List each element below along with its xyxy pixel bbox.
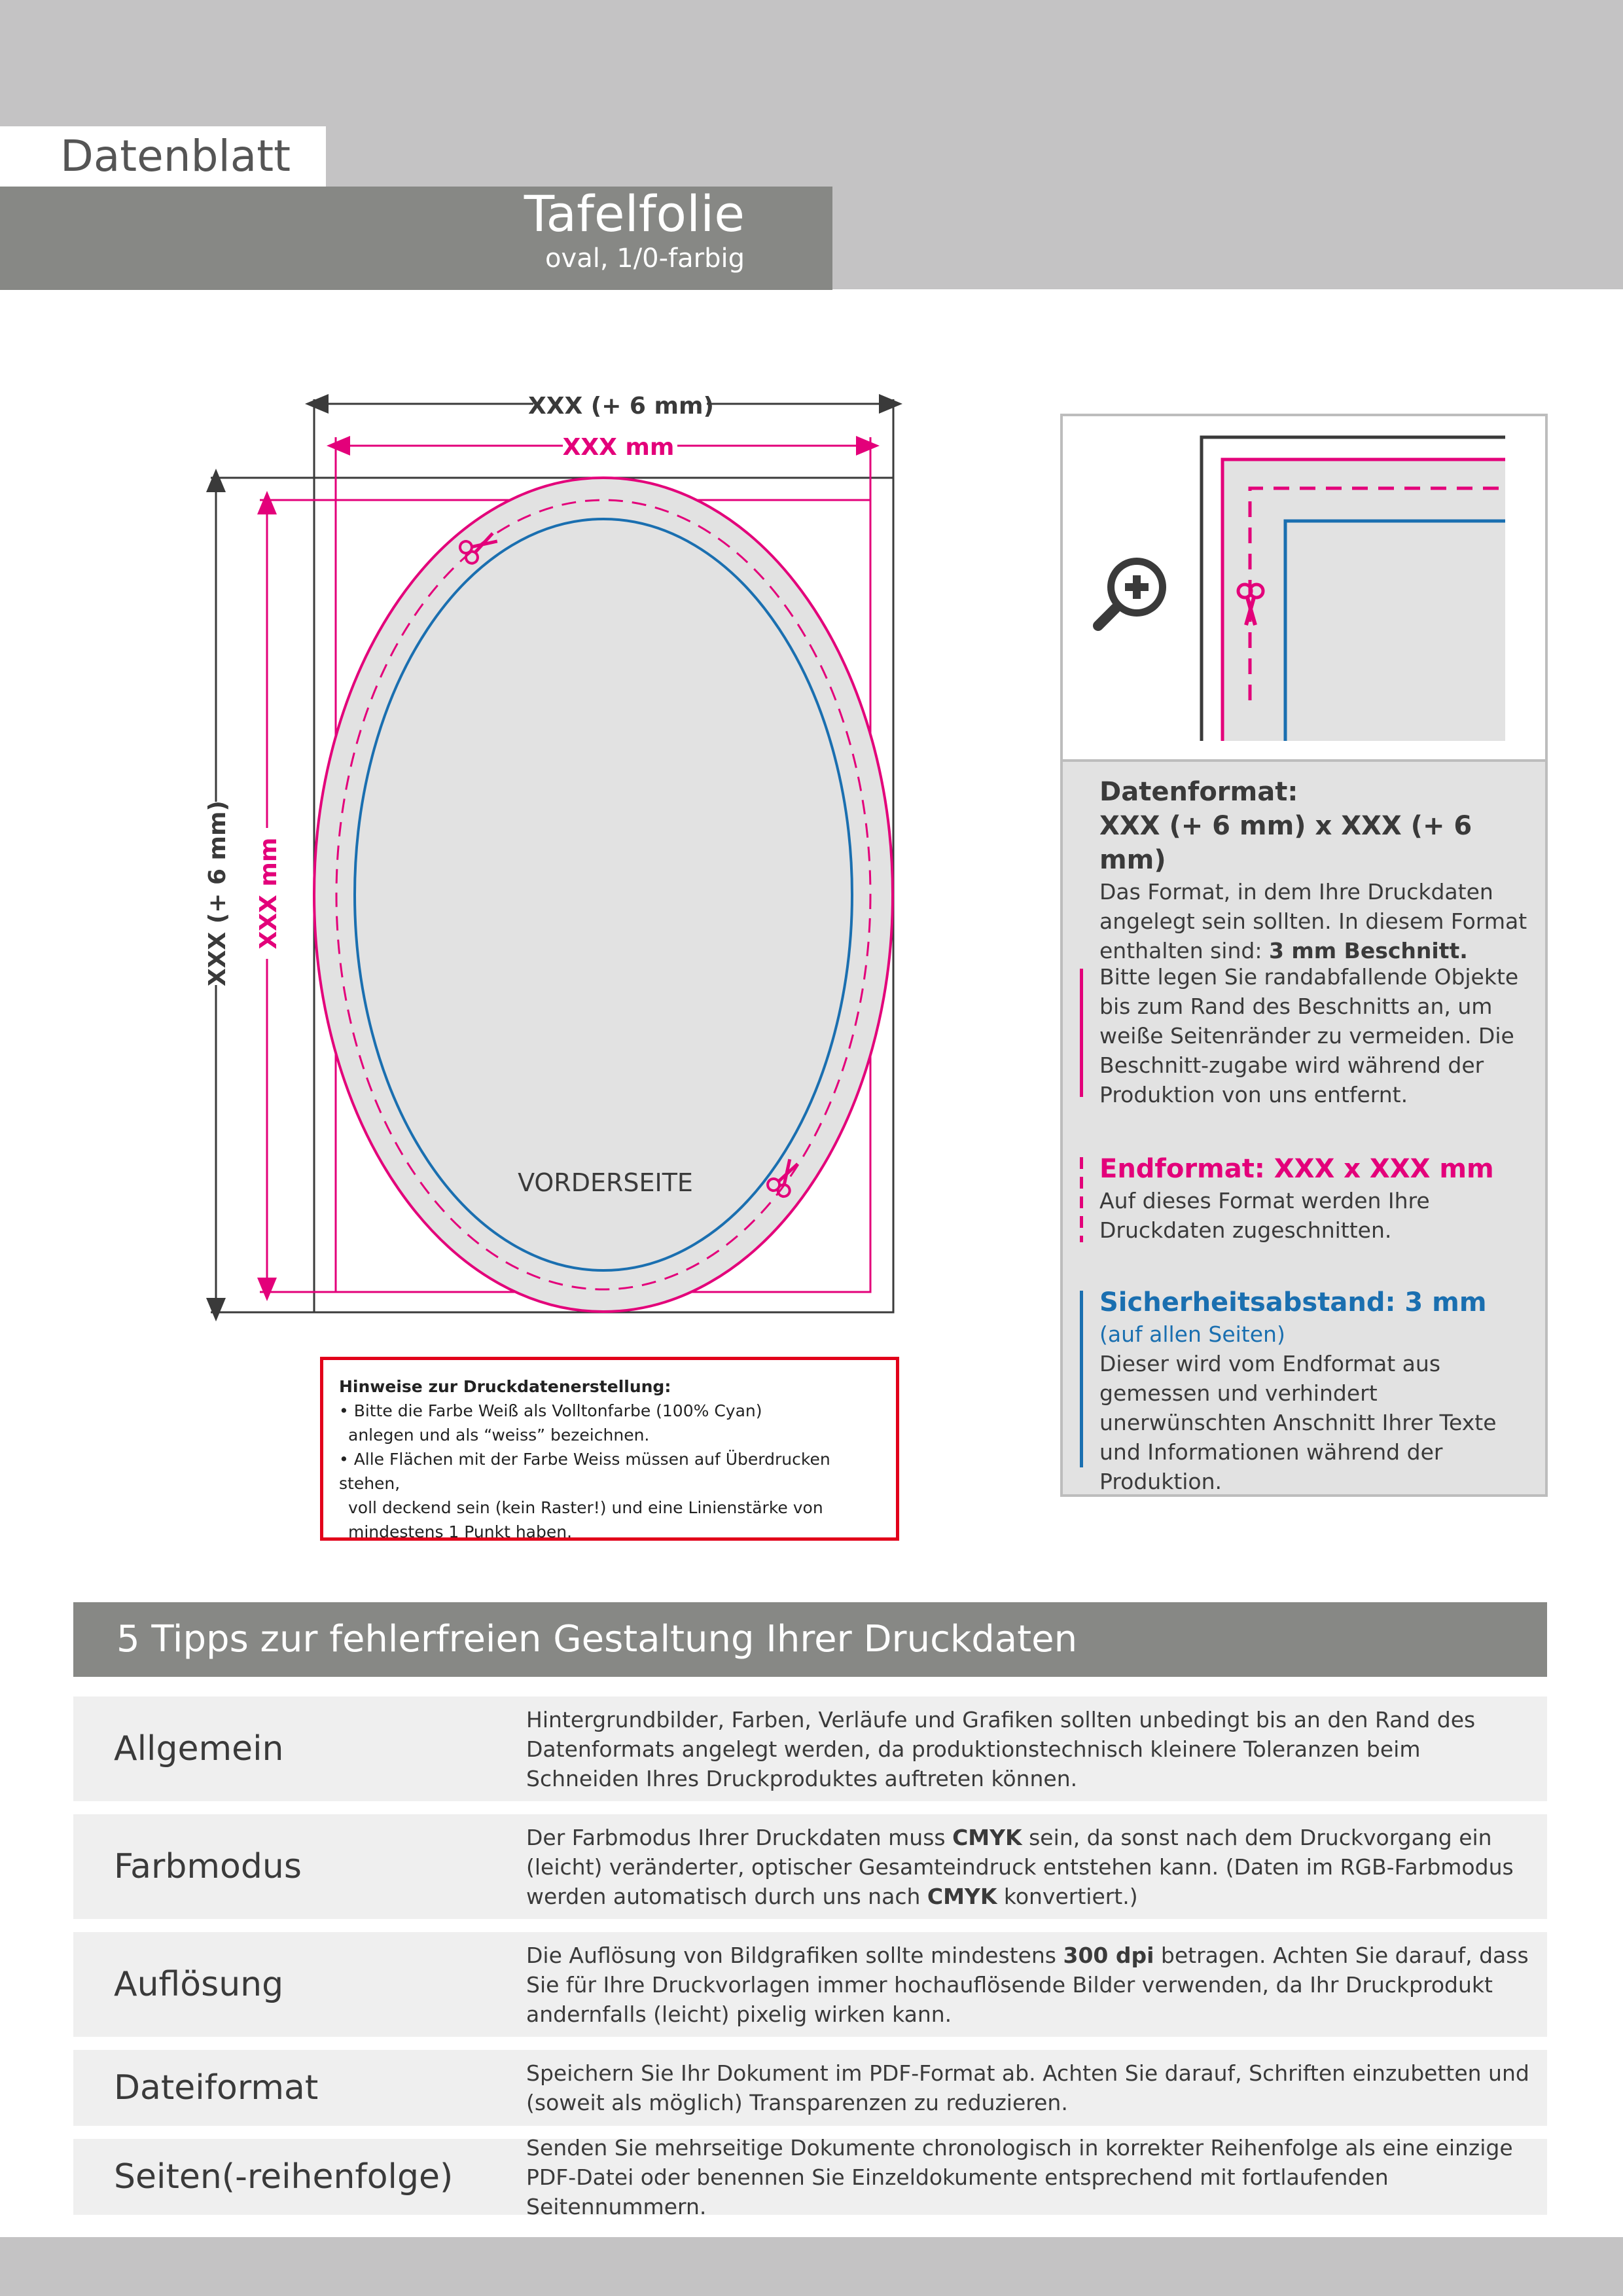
cut-marker bbox=[1080, 1157, 1083, 1242]
tip-label: Allgemein bbox=[114, 1729, 284, 1768]
format-info-panel bbox=[1060, 759, 1548, 1497]
tip-row bbox=[73, 1814, 1547, 1919]
endformat-section bbox=[1099, 1152, 1532, 1245]
notes-item: voll deckend sein (kein Raster!) und eine Linienstärke von bbox=[348, 1498, 823, 1517]
tip-row bbox=[73, 2134, 1547, 2219]
notes-item: mindestens 1 Punkt haben. bbox=[348, 1522, 573, 1541]
footer-band bbox=[0, 2237, 1623, 2296]
product-subtitle: oval, 1/0-farbig bbox=[545, 243, 745, 274]
inner-width-label: XXX mm bbox=[562, 434, 675, 461]
tip-label: Farbmodus bbox=[114, 1847, 302, 1886]
bleed-marker bbox=[1080, 969, 1083, 1097]
print-notes-box bbox=[320, 1357, 899, 1541]
safety-marker bbox=[1080, 1291, 1083, 1467]
beschnitt-section bbox=[1099, 962, 1532, 1109]
endformat-title: Endformat: XXX x XXX mm bbox=[1099, 1154, 1494, 1184]
datenformat-text: Das Format, in dem Ihre Druckdaten angelegt sein sollten. In diesem Format enthalten sind: 3 mm Beschnitt. bbox=[1099, 879, 1527, 963]
side-label: VORDERSEITE bbox=[518, 1168, 693, 1197]
tip-text: Der Farbmodus Ihrer Druckdaten muss CMYK sein, da sonst nach dem Druckvorgang ein (leicht) veränderter, optischer Gesamteindruck entstehen kann. (Daten im RGB-Farbmodus werden automatisch durch uns nach CMYK konvertiert.) bbox=[526, 1824, 1514, 1909]
tip-text: Speichern Sie Ihr Dokument im PDF-Format ab. Achten Sie darauf, Schriften einzubetten und (soweit als möglich) Transparenzen zu reduzieren. bbox=[526, 2060, 1529, 2115]
tip-row bbox=[73, 1932, 1547, 2037]
datenformat-size: XXX (+ 6 mm) x XXX (+ 6 mm) bbox=[1099, 811, 1472, 875]
tip-text: Hintergrundbilder, Farben, Verläufe und Grafiken sollten unbedingt bis an den Rand des Datenformats angelegt werden, da produktionstechnisch kleinere Toleranzen beim Schneiden Ihres Druckproduktes auftreten können. bbox=[526, 1706, 1476, 1791]
tip-text: Die Auflösung von Bildgrafiken sollte mindestens 300 dpi betragen. Achten Sie darauf, dass Sie für Ihre Druckvorlagen immer hochauflösende Bilder verwenden, da Ihr Druckprodukt andernfalls (leicht) pixelig wirken kann. bbox=[526, 1942, 1529, 2027]
outer-width-label: XXX (+ 6 mm) bbox=[527, 393, 715, 420]
tip-row bbox=[73, 1696, 1547, 1801]
beschnitt-text: Bitte legen Sie randabfallende Objekte bis zum Rand des Beschnitts an, um weiße Seitenränder zu vermeiden. Die Beschnitt-zugabe wird während der Produktion von uns entfernt. bbox=[1099, 964, 1519, 1107]
sicherheit-text: Dieser wird vom Endformat aus gemessen und verhindert unerwünschten Anschnitt Ihrer Texte und Informationen während der Produktion. bbox=[1099, 1351, 1497, 1494]
sicherheit-subtitle: (auf allen Seiten) bbox=[1099, 1321, 1285, 1347]
notes-heading: Hinweise zur Druckdatenerstellung: bbox=[339, 1377, 671, 1396]
tip-label: Seiten(-reihenfolge) bbox=[114, 2157, 454, 2197]
notes-item: • Bitte die Farbe Weiß als Volltonfarbe (100% Cyan) bbox=[339, 1401, 762, 1420]
datenformat-title: Datenformat: bbox=[1099, 777, 1298, 807]
tip-row bbox=[73, 2050, 1547, 2126]
sicherheit-title: Sicherheitsabstand: 3 mm bbox=[1099, 1287, 1487, 1318]
endformat-text: Auf dieses Format werden Ihre Druckdaten zugeschnitten. bbox=[1099, 1188, 1430, 1243]
tip-label: Dateiformat bbox=[114, 2068, 319, 2108]
notes-item: • Alle Flächen mit der Farbe Weiss müssen auf Überdrucken stehen, bbox=[339, 1450, 830, 1493]
inner-height-label: XXX mm bbox=[255, 837, 282, 950]
tip-label: Auflösung bbox=[114, 1965, 284, 2004]
sicherheit-section bbox=[1099, 1285, 1532, 1496]
tip-text: Senden Sie mehrseitige Dokumente chronologisch in korrekter Reihenfolge als eine einzige PDF-Datei oder benennen Sie Einzeldokumente entsprechend mit fortlaufenden Seitennummern. bbox=[526, 2134, 1513, 2219]
tips-header: 5 Tipps zur fehlerfreien Gestaltung Ihrer Druckdaten bbox=[73, 1602, 1547, 1677]
datenformat-section bbox=[1099, 775, 1532, 965]
notes-item: anlegen und als “weiss” bezeichnen. bbox=[348, 1426, 650, 1444]
product-title: Tafelfolie bbox=[524, 185, 745, 243]
outer-height-label: XXX (+ 6 mm) bbox=[204, 800, 231, 987]
document-type-label: Datenblatt bbox=[0, 126, 326, 187]
